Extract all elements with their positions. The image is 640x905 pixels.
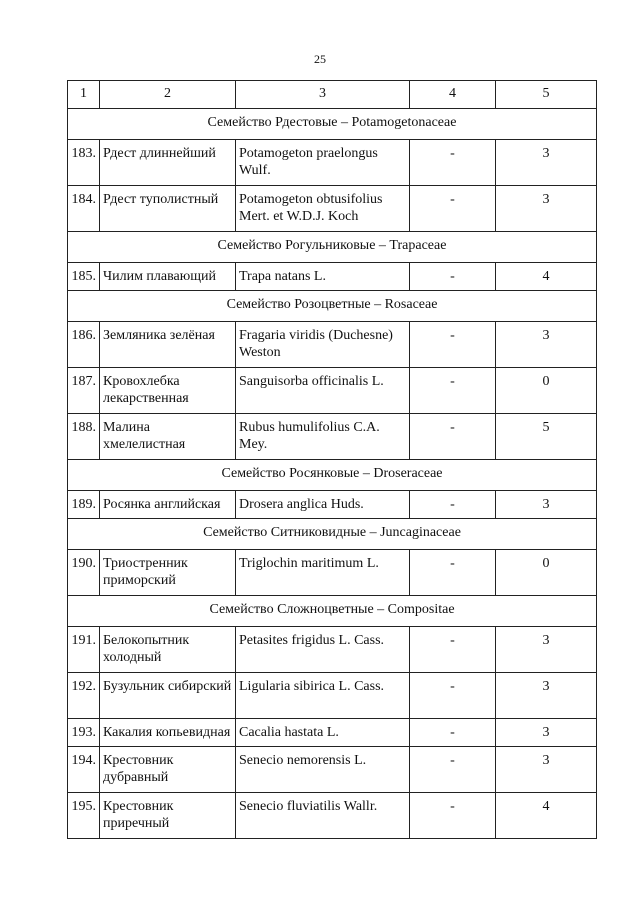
species-row: [68, 368, 597, 414]
species-row: [68, 673, 597, 719]
russian-name: Крестовник дубравный: [100, 747, 236, 793]
column-4-value: -: [410, 673, 496, 719]
species-row: [68, 263, 597, 291]
family-header-row: [68, 232, 597, 263]
latin-name: Sanguisorba officinalis L.: [236, 368, 410, 414]
category-value: 3: [496, 322, 597, 368]
category-value: 4: [496, 793, 597, 839]
category-value: 0: [496, 368, 597, 414]
latin-name: Potamogeton praelongus Wulf.: [236, 140, 410, 186]
latin-name: Triglochin maritimum L.: [236, 550, 410, 596]
row-number: 188.: [68, 414, 100, 460]
family-name: Семейство Росянковые – Droseraceae: [68, 460, 597, 491]
latin-name: Senecio fluviatilis Wallr.: [236, 793, 410, 839]
family-name: Семейство Рогульниковые – Trapaceae: [68, 232, 597, 263]
species-table: [67, 80, 597, 839]
latin-name: Senecio nemorensis L.: [236, 747, 410, 793]
row-number: 189.: [68, 491, 100, 519]
column-4-value: -: [410, 550, 496, 596]
family-header-row: [68, 109, 597, 140]
row-number: 183.: [68, 140, 100, 186]
russian-name: Росянка английская: [100, 491, 236, 519]
latin-name: Trapa natans L.: [236, 263, 410, 291]
column-4-value: -: [410, 186, 496, 232]
category-value: 3: [496, 140, 597, 186]
category-value: 3: [496, 673, 597, 719]
latin-name: Potamogeton obtusifolius Mert. et W.D.J. Koch: [236, 186, 410, 232]
family-header-row: [68, 519, 597, 550]
column-number-2: 2: [100, 81, 236, 109]
row-number: 187.: [68, 368, 100, 414]
row-number: 193.: [68, 719, 100, 747]
column-4-value: -: [410, 793, 496, 839]
latin-name: Rubus humulifolius C.A. Mey.: [236, 414, 410, 460]
russian-name: Рдест длиннейший: [100, 140, 236, 186]
column-4-value: -: [410, 368, 496, 414]
row-number: 186.: [68, 322, 100, 368]
category-value: 3: [496, 747, 597, 793]
column-4-value: -: [410, 491, 496, 519]
species-row: [68, 627, 597, 673]
family-name: Семейство Рдестовые – Potamogetonaceae: [68, 109, 597, 140]
column-number-1: 1: [68, 81, 100, 109]
latin-name: Ligularia sibirica L. Cass.: [236, 673, 410, 719]
category-value: 3: [496, 719, 597, 747]
species-row: [68, 186, 597, 232]
row-number: 191.: [68, 627, 100, 673]
russian-name: Бузульник сибирский: [100, 673, 236, 719]
family-name: Семейство Розоцветные – Rosaceae: [68, 291, 597, 322]
category-value: 0: [496, 550, 597, 596]
family-name: Семейство Сложноцветные – Compositae: [68, 596, 597, 627]
column-4-value: -: [410, 747, 496, 793]
row-number: 195.: [68, 793, 100, 839]
species-row: [68, 491, 597, 519]
species-row: [68, 747, 597, 793]
category-value: 3: [496, 186, 597, 232]
row-number: 185.: [68, 263, 100, 291]
species-row: [68, 414, 597, 460]
russian-name: Кровохлебка лекарственная: [100, 368, 236, 414]
category-value: 3: [496, 491, 597, 519]
column-4-value: -: [410, 627, 496, 673]
russian-name: Малина хмелелистная: [100, 414, 236, 460]
column-number-row: [68, 81, 597, 109]
column-4-value: -: [410, 140, 496, 186]
latin-name: Fragaria viridis (Duchesne) Weston: [236, 322, 410, 368]
latin-name: Drosera anglica Huds.: [236, 491, 410, 519]
russian-name: Чилим плавающий: [100, 263, 236, 291]
page-number: 25: [314, 52, 326, 66]
latin-name: Petasites frigidus L. Cass.: [236, 627, 410, 673]
column-4-value: -: [410, 719, 496, 747]
category-value: 4: [496, 263, 597, 291]
column-number-3: 3: [236, 81, 410, 109]
column-number-5: 5: [496, 81, 597, 109]
species-row: [68, 322, 597, 368]
species-row: [68, 719, 597, 747]
species-row: [68, 140, 597, 186]
family-header-row: [68, 460, 597, 491]
column-number-4: 4: [410, 81, 496, 109]
latin-name: Cacalia hastata L.: [236, 719, 410, 747]
row-number: 184.: [68, 186, 100, 232]
species-row: [68, 550, 597, 596]
category-value: 3: [496, 627, 597, 673]
column-4-value: -: [410, 414, 496, 460]
category-value: 5: [496, 414, 597, 460]
russian-name: Триостренник приморский: [100, 550, 236, 596]
russian-name: Белокопытник холодный: [100, 627, 236, 673]
species-row: [68, 793, 597, 839]
russian-name: Земляника зелёная: [100, 322, 236, 368]
row-number: 194.: [68, 747, 100, 793]
family-header-row: [68, 291, 597, 322]
russian-name: Какалия копьевидная: [100, 719, 236, 747]
column-4-value: -: [410, 263, 496, 291]
russian-name: Крестовник приречный: [100, 793, 236, 839]
family-name: Семейство Ситниковидные – Juncaginaceae: [68, 519, 597, 550]
column-4-value: -: [410, 322, 496, 368]
family-header-row: [68, 596, 597, 627]
row-number: 192.: [68, 673, 100, 719]
row-number: 190.: [68, 550, 100, 596]
species-table-body: [68, 81, 597, 839]
russian-name: Рдест туполистный: [100, 186, 236, 232]
